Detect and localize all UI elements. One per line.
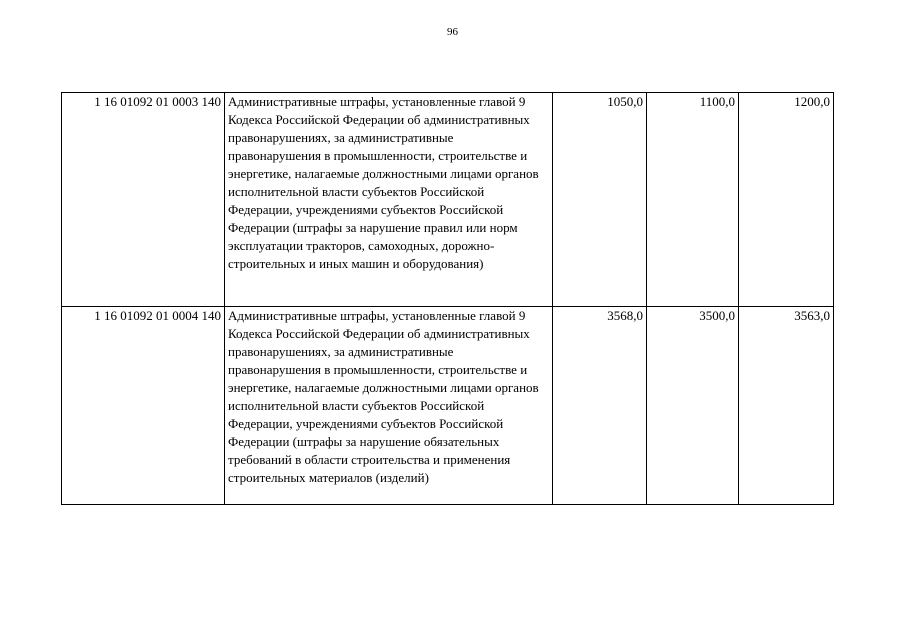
table-row <box>62 307 834 505</box>
value-3-cell: 1200,0 <box>739 93 834 307</box>
value-1-cell: 3568,0 <box>553 307 647 505</box>
value-1-cell: 1050,0 <box>553 93 647 307</box>
description-cell: Административные штрафы, установленные главой 9 Кодекса Российской Федерации об административных правонарушениях, за административные правонарушения в промышленности, строительстве и энергетике, налагаемые должностными лицами органов исполнительной власти субъектов Российской Федерации, учреждениями субъектов Российской Федерации (штрафы за нарушение правил или норм эксплуатации тракторов, самоходных, дорожно-строительных и иных машин и оборудования) <box>225 93 553 307</box>
value-2-cell: 1100,0 <box>647 93 739 307</box>
classification-code-cell: 1 16 01092 01 0004 140 <box>62 307 225 505</box>
description-cell: Административные штрафы, установленные главой 9 Кодекса Российской Федерации об административных правонарушениях, за административные правонарушения в промышленности, строительстве и энергетике, налагаемые должностными лицами органов исполнительной власти субъектов Российской Федерации, учреждениями субъектов Российской Федерации (штрафы за нарушение обязательных требований в области строительства и применения строительных материалов (изделий) <box>225 307 553 505</box>
classification-code-cell: 1 16 01092 01 0003 140 <box>62 93 225 307</box>
budget-revenue-table <box>61 92 834 505</box>
table-row <box>62 93 834 307</box>
value-2-cell: 3500,0 <box>647 307 739 505</box>
value-3-cell: 3563,0 <box>739 307 834 505</box>
page-number: 96 <box>447 26 458 38</box>
